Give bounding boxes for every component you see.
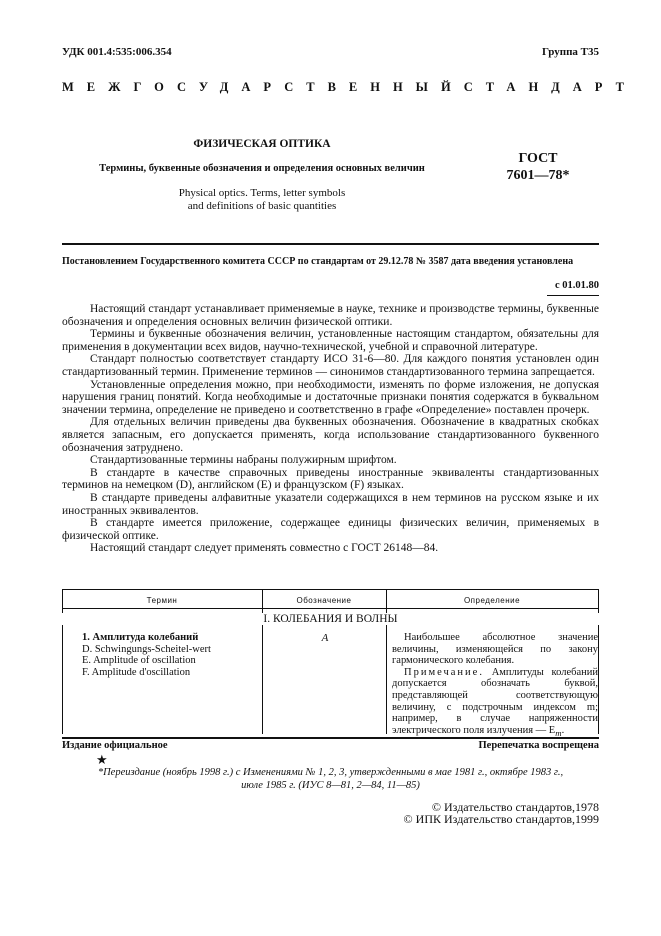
effective-date: с 01.01.80 (554, 280, 599, 291)
decree-text: Постановлением Государственного комитета СССР по стандартам от 29.12.78 № 3587 дата введения установлена (62, 256, 574, 267)
gost-number (478, 150, 598, 184)
header-divider (62, 243, 599, 245)
document-title: ФИЗИЧЕСКАЯ ОПТИКА (193, 138, 331, 150)
paragraph: Настоящий стандарт следует применять совместно с ГОСТ 26148—84. (90, 542, 439, 555)
term-symbol: A (321, 632, 329, 644)
english-title-line1: Physical optics. Terms, letter symbols (178, 187, 346, 199)
note-subscript: m (555, 727, 562, 738)
group-code: Группа Т35 (541, 46, 599, 58)
effective-date-underline (547, 295, 599, 296)
term-entry (82, 632, 211, 678)
table-column-divider (262, 589, 263, 734)
reissue-note (62, 767, 599, 792)
section-heading: I. КОЛЕБАНИЯ И ВОЛНЫ (62, 613, 599, 625)
column-header-symbol: Обозначение (296, 596, 352, 605)
note-label: Примечание. (404, 666, 484, 678)
note-end: . (561, 724, 565, 736)
paragraph: В стандарте имеется приложение, содержащее единицы физических величин, применяемых в физической оптике. (62, 517, 599, 542)
copyright-1999: © ИПК Издательство стандартов,1999 (403, 812, 599, 826)
english-title-line2: and definitions of basic quantities (187, 200, 337, 212)
paragraph: Установленные определения можно, при необходимости, изменять по форме изложения, не допуская нарушения границ понятий. Когда необходимые и достаточные признаки понятия содержатся в буквальном значении термина, определение не приведено и соответственно в графе «Определение» поставлен прочерк. (62, 378, 599, 416)
table-border-left (62, 589, 63, 734)
paragraph: В стандарте в качестве справочных приведены иностранные эквиваленты стандартизованных терминов на немецком (D), английском (E) и французском (F) языках. (62, 466, 599, 492)
paragraph: Стандартизованные термины набраны полужирным шрифтом. (90, 454, 397, 467)
note-text: Амплитуды колебаний допускается обозначать буквой, представляющей соответствующую величину, с подстрочным индексом m; например, в случае напряженности электрического поля излучения — E (392, 666, 598, 736)
paragraph: Настоящий стандарт устанавливает применяемые в науке, технике и производстве термины, буквенные обозначения и определения основных величин физической оптики. (62, 303, 599, 328)
term-definition (392, 632, 598, 739)
paragraph: Стандарт полностью соответствует стандарту ИСО 31-6—80. Для каждого понятия установлен один стандартизованный термин. Применение терминов — синонимов стандартизованного термина запрещается. (62, 353, 599, 378)
document-subtitle: Термины, буквенные обозначения и определения основных величин (99, 163, 425, 174)
column-header-definition: Определение (463, 596, 521, 605)
table-column-divider (386, 589, 387, 734)
banner-word-interstate: МЕЖГОСУДАРСТВЕННЫЙ (62, 80, 464, 94)
paragraph: В стандарте приведены алфавитные указатели содержащихся в нем терминов на русском языке и их иностранных эквивалентов. (62, 491, 599, 517)
gost-label: ГОСТ (518, 151, 558, 166)
column-header-term: Термин (146, 596, 178, 605)
paragraph: Для отдельных величин приведены два буквенных обозначения. Обозначение в квадратных скобках является запасным, его допускается применять, когда использование стандартизованного буквенного обозначения затруднено. (62, 416, 599, 454)
definition-text: Наибольшее абсолютное значение величины, изменяющейся по закону гармонического колебания. (392, 632, 598, 667)
introduction-text (62, 303, 599, 555)
copyright-1978: © Издательство стандартов,1978 (431, 800, 599, 814)
term-russian: 1. Амплитуда колебаний (82, 632, 199, 643)
reprint-prohibited: Перепечатка воспрещена (478, 740, 599, 751)
standard-banner (62, 80, 637, 95)
gost-code: 7601—78* (506, 168, 570, 183)
terms-table-top-border (62, 589, 599, 590)
term-german: D. Schwingungs-Scheitel-wert (82, 643, 211, 655)
table-border-right (598, 589, 599, 734)
udk-code: УДК 001.4:535:006.354 (62, 46, 172, 58)
reissue-line2: июле 1985 г. (ИУС 8—81, 2—84, 11—85) (241, 779, 420, 791)
footer-divider (62, 737, 599, 739)
star-icon: ★ (96, 752, 108, 767)
banner-word-standard: СТАНДАРТ (463, 80, 637, 94)
term-english: E. Amplitude of oscillation (82, 655, 196, 666)
term-french: F. Amplitude d'oscillation (82, 666, 191, 678)
definition-note (392, 667, 598, 740)
reissue-line1: *Переиздание (ноябрь 1998 г.) с Изменениями № 1, 2, 3, утвержденными в мае 1981 г., октябре 1983 г., (97, 767, 564, 778)
official-edition: Издание официальное (62, 740, 168, 751)
paragraph: Термины и буквенные обозначения величин, установленные настоящим стандартом, обязательны для применения в документации всех видов, научно-технической, учебной и справочной литературе. (62, 328, 599, 353)
table-header-divider (62, 608, 599, 609)
